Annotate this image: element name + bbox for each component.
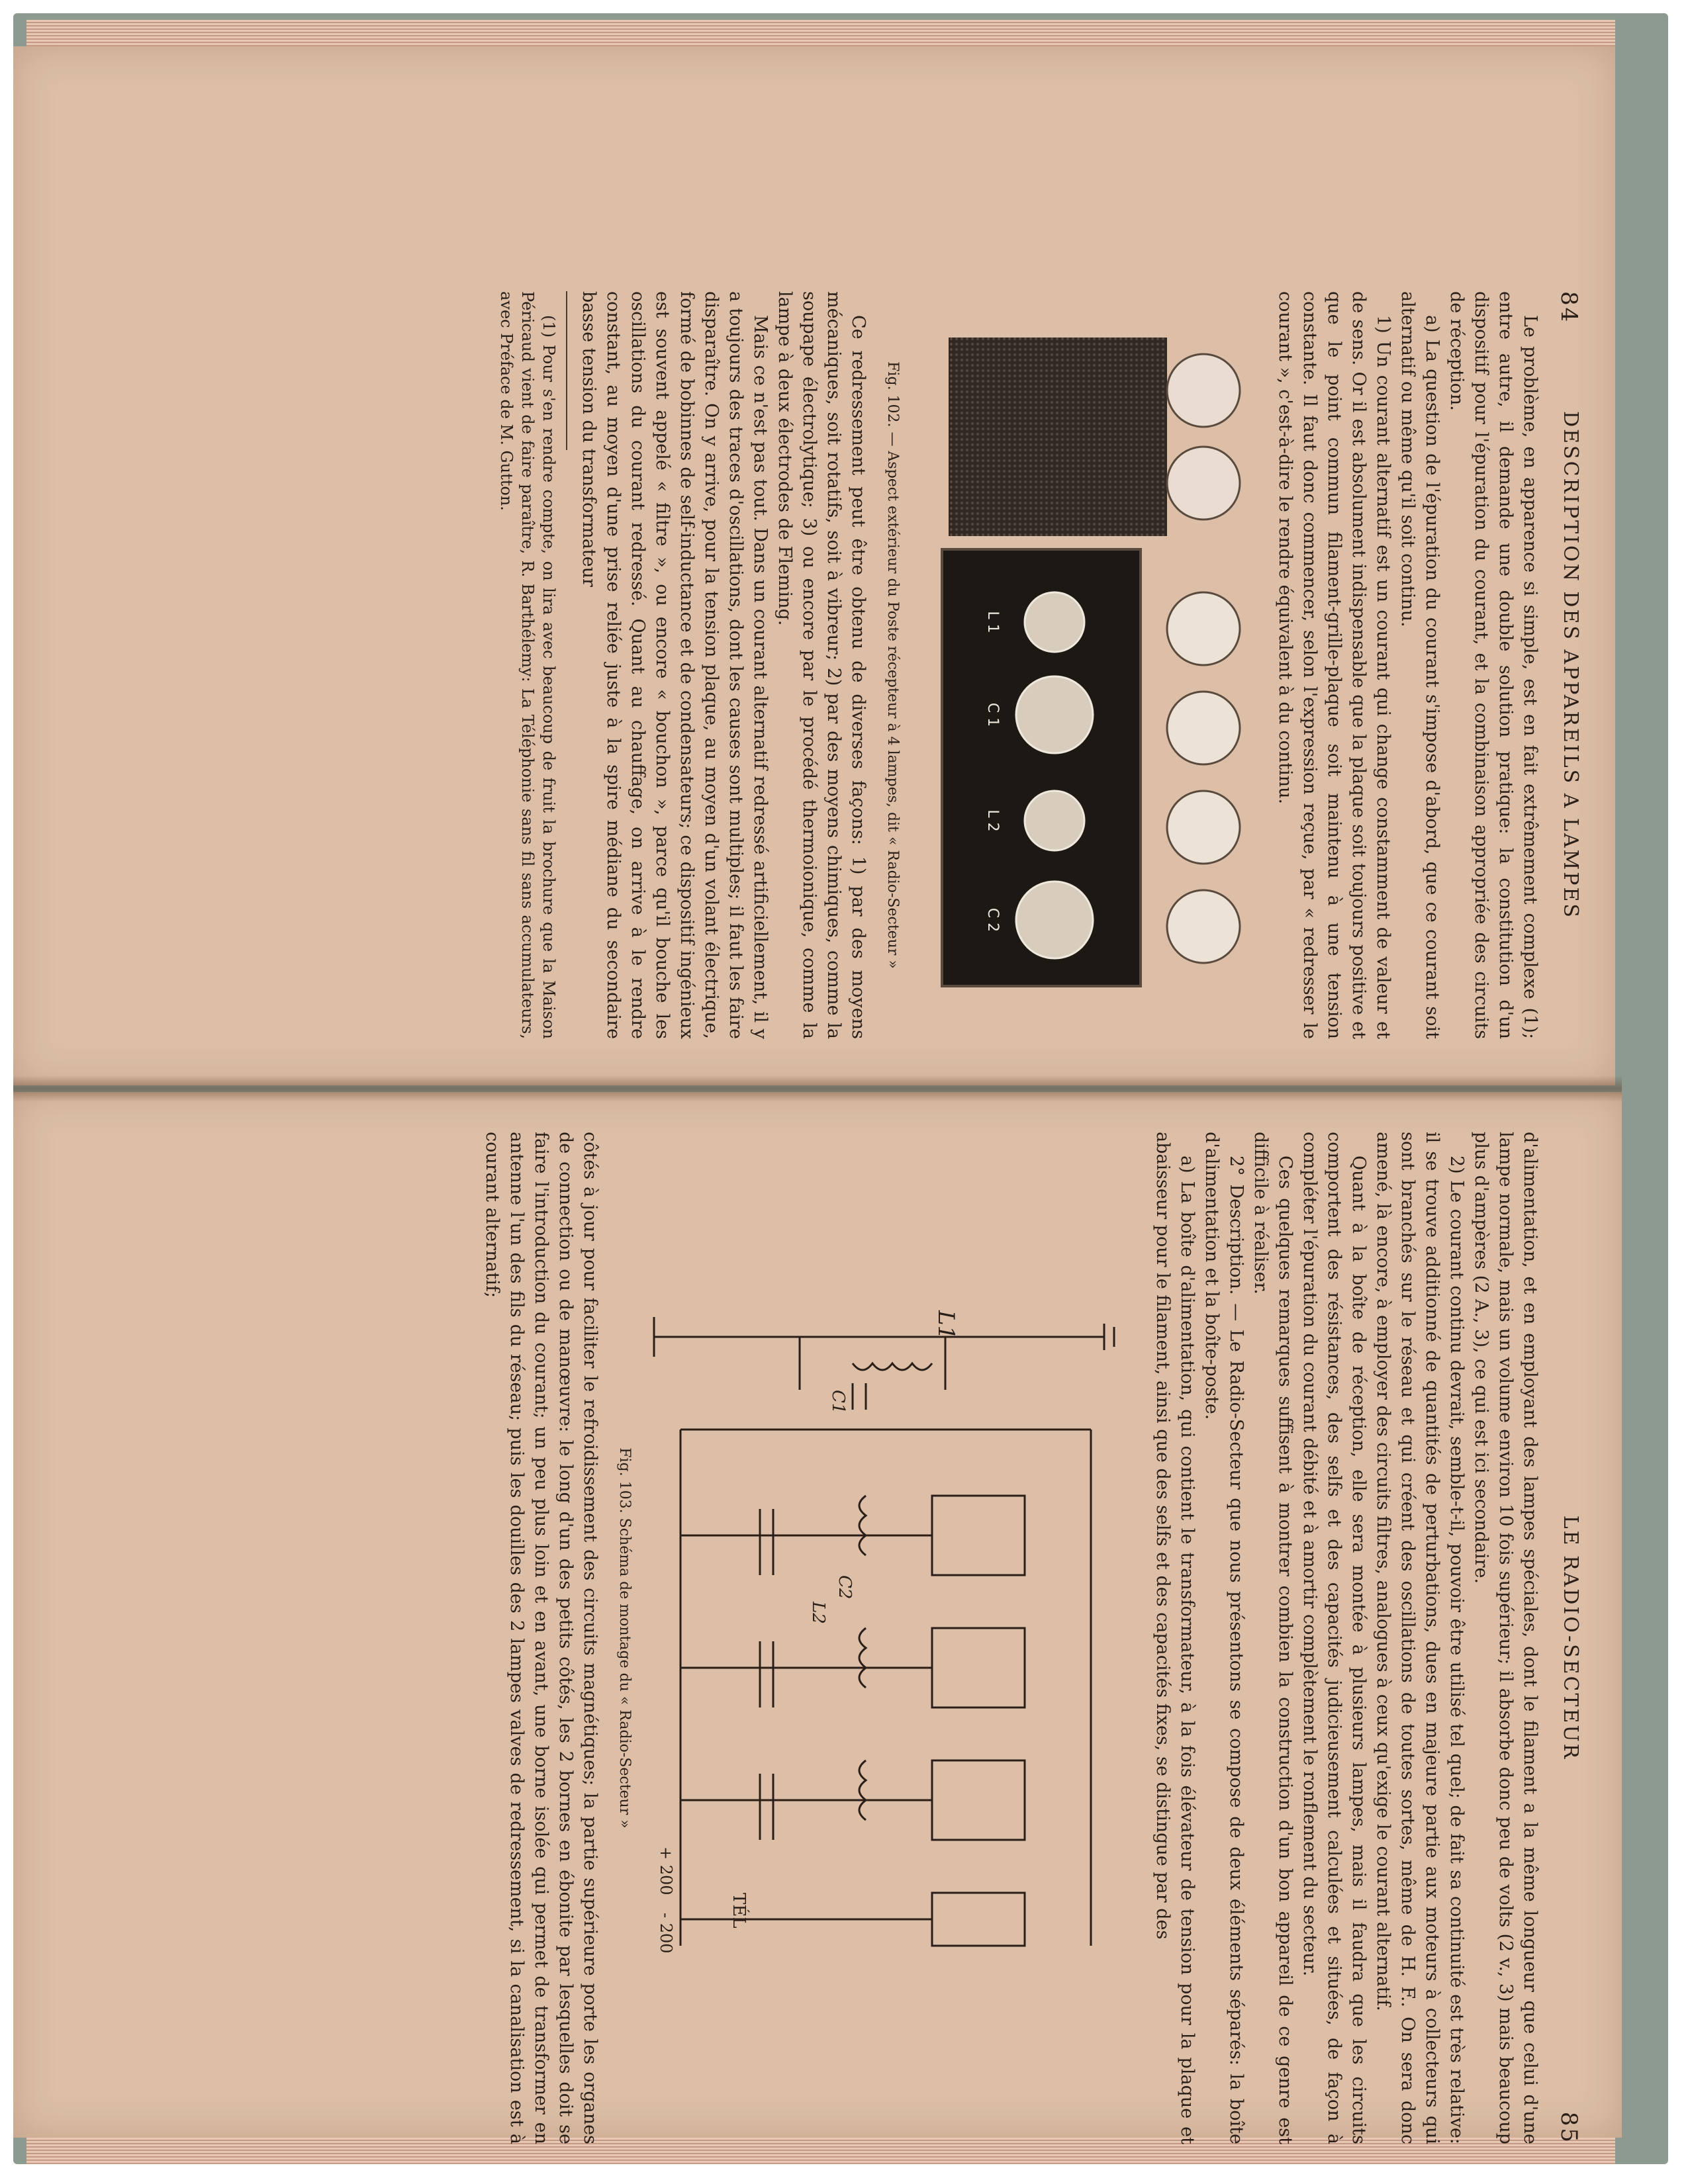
book-gutter bbox=[13, 1075, 1622, 1102]
running-head-84 bbox=[1542, 291, 1582, 1039]
label-tel: TÉL bbox=[729, 1893, 749, 1929]
figure-caption-102: Fig. 102. — Aspect extérieur du Poste récepteur à 4 lampes, dit « Radio-Secteur » bbox=[884, 361, 901, 969]
paragraph: a) La boîte d'alimentation, qui contient le transformateur, à la fois élévateur de tension pour la plaque et abaisseur pour le filament, ainsi que des selfs et des capacités fixes, se distingue par des bbox=[1152, 1132, 1197, 2144]
label-c1: C 1 bbox=[984, 702, 1001, 727]
valve-bulb-icon bbox=[1167, 791, 1240, 864]
paragraph: Le problème, en apparence si simple, est en fait extrêmement complexe (1); entre autre, il demande une double solution pratique: la constitution d'un dispositif pour l'épuration du courant, et la combinaison appropriée des circuits de réception. bbox=[1446, 291, 1540, 1039]
valve-bulb-icon bbox=[1167, 447, 1240, 520]
paragraph: côtés à jour pour faciliter le refroidissement des circuits magnétiques; la partie supérieure porte les organes de connection ou de manœuvre: le long d'un des petits côtés, les 2 bornes en ébonite par lesquelles doit se faire l'introduction du courant; un peu plus loin et en avant, une borne isolée qui permet de transformer en antenne l'un des fils du réseau; puis les douilles des 2 lampes valves de redressement, si la canalisation est à courant alternatif; bbox=[482, 1132, 600, 2144]
label-plus-200: + 200 bbox=[657, 1846, 675, 1895]
dial-knob-icon bbox=[1016, 676, 1093, 753]
wiring-schematic bbox=[641, 1297, 1144, 1979]
radio-receiver-photo bbox=[909, 331, 1266, 999]
page-number: 84 bbox=[1556, 291, 1582, 324]
ground-icon bbox=[654, 1317, 680, 1357]
dial-knob-icon bbox=[1025, 791, 1084, 850]
page-84-text-frame bbox=[218, 291, 1582, 1039]
label-c1: C1 bbox=[828, 1390, 848, 1414]
figure-caption-103: Fig. 103. Schéma de montage du « Radio-Secteur » bbox=[616, 1447, 633, 1829]
label-minus-200: - 200 bbox=[657, 1913, 675, 1954]
valve-bulb-icon bbox=[1167, 592, 1240, 665]
running-head-title: DESCRIPTION DES APPAREILS A LAMPES bbox=[1559, 411, 1582, 919]
paragraph: d'alimentation, et en employant des lampes spéciales, dont le filament a la même longueur que celui d'une lampe normale, mais un volume environ 10 fois supérieur; il absorbe donc peu de volts (2 v., 3) mais beaucoup plus d'ampères (2 A., 3), ce qui est ici secondaire. bbox=[1471, 1132, 1540, 2144]
paragraph: Ce redressement peut être obtenu de diverses façons: 1) par des moyens mécaniques, soit rotatifs, soit à vibreur; 2) par des moyens chimiques, comme la soupape électrolytique; 3) ou encore par le procédé thermoionique, comme la lampe à deux électrodes de Fleming. bbox=[774, 291, 868, 1039]
paragraph: Quant à la boîte de réception, elle sera montée à plusieurs lampes, mais il faudra que les circuits comportent des résistances, des selfs et des capacités judicieusement calculées et situées, de façon à compléter l'épuration du courant débité et à amortir complètement le ronflement du secteur. bbox=[1299, 1132, 1369, 2144]
valve-bulb-icon bbox=[1167, 890, 1240, 963]
footnote-rule bbox=[566, 291, 567, 450]
paragraph: 2) Le courant continu devrait, semble-t-il, pouvoir être utilisé tel quel; de fait sa continuité est très relative: il se trouve additionné de quantités de perturbations, dues en majeure partie aux moteurs à collecteurs qui sont branchés sur le réseau et qui créent des oscillations de toutes sortes, même de H. F.. On sera donc amené, là encore, à employer des circuits filtres, analogues à ceux qu'exige le courant alternatif. bbox=[1373, 1132, 1467, 2144]
valve-bulb-icon bbox=[1167, 354, 1240, 427]
paragraph: Mais ce n'est pas tout. Dans un courant alternatif redressé artificiellement, il y a toujours des traces d'oscillations, dont les causes sont multiples; il faut les faire disparaître. On y arrive, pour la tension plaque, au moyen d'un volant électrique, formé de bobinnes de self-inductance et de condensateurs; ce dispositif ingénieux est souvent appelé « filtre », ou encore « bouchon », parce qu'il bouche les oscillations du courant redressé. Quant au chauffage, on arrive à le rendre constant, au moyen d'une prise reliée juste à la spire médiane du secondaire basse tension du transformateur bbox=[579, 291, 771, 1039]
page-edges-top bbox=[26, 20, 1615, 46]
running-head-title: LE RADIO-SECTEUR bbox=[1559, 1515, 1582, 1761]
label-c2: C2 bbox=[835, 1575, 855, 1600]
antenna-icon bbox=[992, 1324, 1114, 1350]
label-c2: C 2 bbox=[984, 907, 1001, 933]
paragraph: 2° Description. — Le Radio-Secteur que nous présentons se compose de deux éléments séparés: la boîte d'alimentation et la boîte-poste. bbox=[1201, 1132, 1246, 2144]
label-l1: L1 bbox=[933, 1310, 959, 1340]
page-85-text-frame bbox=[218, 1132, 1582, 2144]
running-head-85 bbox=[1542, 1132, 1582, 2144]
label-l2: L 2 bbox=[984, 809, 1001, 832]
label-l1: L 1 bbox=[984, 611, 1001, 633]
paragraph: Ces quelques remarques suffisent à montrer combien la construction d'un bon appareil de ce genre est difficile à réaliser. bbox=[1250, 1132, 1295, 2144]
capacitor-c1-icon bbox=[853, 1383, 866, 1410]
paragraph: a) La question de l'épuration du courant s'impose d'abord, que ce courant soit alternatif ou même qu'il soit continu. bbox=[1397, 291, 1442, 1039]
paragraph: 1) Un courant alternatif est un courant qui change constamment de valeur et de sens. Or il est absolument indispensable que la plaque soit toujours positive et que le point commun filament-grille-plaque soit maintenu à une tension constante. Il faut donc commencer, selon l'expression reçue, par « redresser le courant », c'est-à-dire le rendre équivalent à du continu. bbox=[1275, 291, 1393, 1039]
coil-l1-icon bbox=[853, 1363, 932, 1370]
page-number: 85 bbox=[1556, 2111, 1582, 2144]
dial-knob-icon bbox=[1025, 592, 1084, 652]
label-l2: L2 bbox=[808, 1602, 828, 1624]
valve-bulb-icon bbox=[1167, 692, 1240, 764]
dial-knob-icon bbox=[1016, 882, 1093, 958]
footnote: (1) Pour s'en rendre compte, on lira avec beaucoup de fruit la brochure que la Maison Péricaud vient de faire paraître, R. Barthélemy: La Téléphonie sans fil sans accumulateurs, avec Préface de M. Gutton. bbox=[497, 291, 558, 1039]
